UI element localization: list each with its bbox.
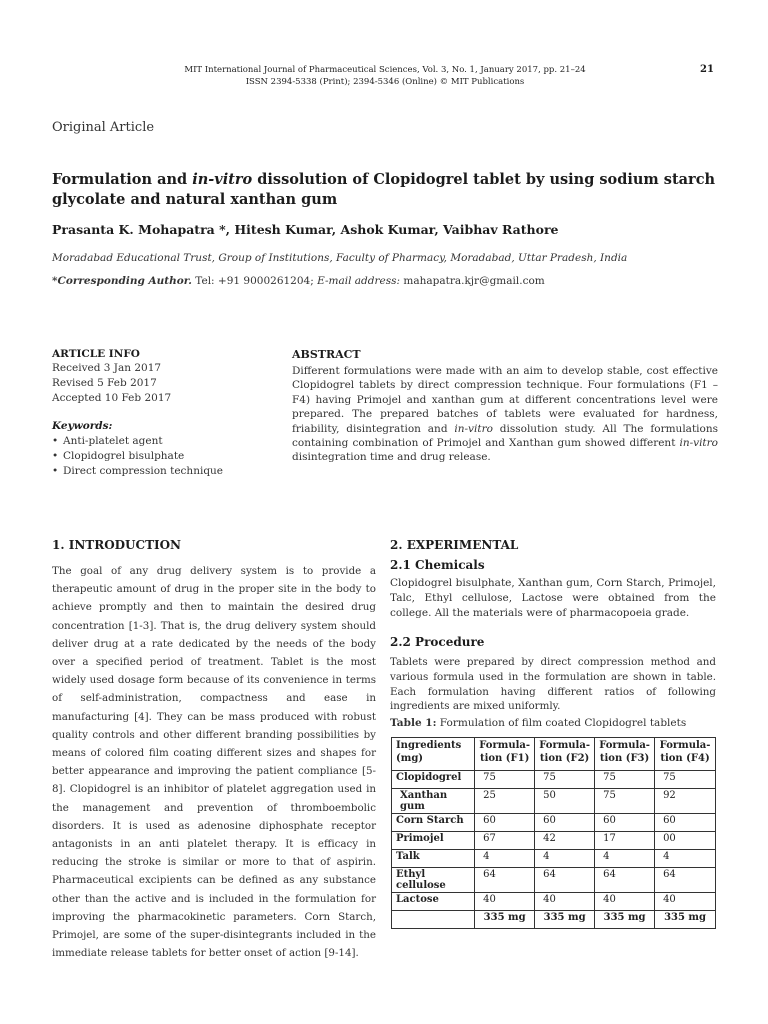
header-f3: Formula-tion (F3) (595, 738, 655, 771)
value-cell: 64 (535, 868, 595, 893)
value-cell: 25 (475, 789, 535, 814)
revised-date: Revised 5 Feb 2017 (52, 377, 157, 389)
table-row (392, 832, 716, 850)
journal-citation (150, 64, 620, 88)
ingredient-cell: Clopidogrel (392, 771, 475, 789)
keyword-item: • Clopidogrel bisulphate (52, 450, 184, 462)
abstract-italic-2: in-vitro (679, 437, 718, 450)
value-cell: 40 (475, 893, 535, 911)
total-cell: 335 mg (535, 911, 595, 929)
value-cell: 40 (655, 893, 716, 911)
value-cell: 60 (535, 814, 595, 832)
table-header-row (392, 738, 716, 771)
procedure-heading: 2.2 Procedure (390, 635, 485, 649)
title-italic: in-vitro (192, 171, 253, 188)
value-cell: 17 (595, 832, 655, 850)
abstract-part-2: dissolution study. All The formulations containing combination of Primojel and Xanthan gum showed different (292, 422, 718, 450)
value-cell: 64 (595, 868, 655, 893)
journal-line-2: ISSN 2394-5338 (Print); 2394-5346 (Online) © MIT Publications (245, 77, 525, 87)
value-cell: 42 (535, 832, 595, 850)
ingredient-cell: Talk (392, 850, 475, 868)
value-cell: 40 (535, 893, 595, 911)
value-cell: 60 (655, 814, 716, 832)
value-cell: 50 (535, 789, 595, 814)
value-cell: 64 (475, 868, 535, 893)
value-cell: 67 (475, 832, 535, 850)
value-cell: 75 (655, 771, 716, 789)
received-date: Received 3 Jan 2017 (52, 362, 162, 374)
value-cell: 75 (595, 771, 655, 789)
journal-line-1: MIT International Journal of Pharmaceutical Sciences, Vol. 3, No. 1, January 2017, pp. 21–24 (184, 65, 586, 75)
abstract-part-1: Different formulations were made with an aim to develop stable, cost effective Clopidogrel tablets by direct compression technique. Four formulations (F1 – F4) having Primojel and xanthan gum at different concentrations level were prepared. The prepared batches of tablets were evaluated for hardness, friability, disintegration and (292, 365, 718, 435)
ingredient-cell: Ethyl cellulose (392, 868, 475, 893)
article-info-heading: ARTICLE INFO (52, 348, 140, 360)
value-cell: 4 (655, 850, 716, 868)
keyword-item: • Anti-platelet agent (52, 435, 163, 447)
value-cell: 92 (655, 789, 716, 814)
value-cell: 00 (655, 832, 716, 850)
value-cell: 75 (475, 771, 535, 789)
table-row (392, 850, 716, 868)
corresponding-label: *Corresponding Author. (52, 275, 192, 287)
value-cell: 64 (655, 868, 716, 893)
value-cell: 4 (475, 850, 535, 868)
total-label-cell (392, 911, 475, 929)
table-caption-text: Formulation of film coated Clopidogrel tablets (436, 717, 687, 729)
table-row (392, 789, 716, 814)
keyword-item: • Direct compression technique (52, 465, 223, 477)
table-row (392, 868, 716, 893)
value-cell: 4 (595, 850, 655, 868)
header-f4: Formula-tion (F4) (655, 738, 716, 771)
corresponding-tel: Tel: +91 9000261204; (191, 275, 318, 287)
paper-title (52, 170, 732, 210)
experimental-heading: 2. EXPERIMENTAL (390, 538, 519, 552)
title-part-3: dissolution of Clopidogrel tablet by using sodium starch glycolate and natural xanthan gum (52, 171, 716, 208)
page-number: 21 (700, 64, 714, 75)
author-list: Prasanta K. Mohapatra *, Hitesh Kumar, Ashok Kumar, Vaibhav Rathore (52, 222, 559, 237)
procedure-text: Tablets were prepared by direct compression method and various formula used in the formulation are shown in table. Each formulation having different ratios of following ingredients are mixed uniformly. (390, 656, 716, 713)
value-cell: 60 (475, 814, 535, 832)
introduction-heading: 1. INTRODUCTION (52, 538, 182, 552)
table-row (392, 893, 716, 911)
keywords-heading: Keywords: (52, 420, 113, 432)
abstract-part-3: disintegration time and drug release. (292, 451, 491, 464)
email-label: E-mail address: (317, 275, 401, 287)
total-cell: 335 mg (475, 911, 535, 929)
abstract-text (292, 364, 718, 465)
abstract-italic-1: in-vitro (454, 422, 493, 435)
abstract-heading: ABSTRACT (292, 348, 361, 361)
value-cell: 40 (595, 893, 655, 911)
value-cell: 4 (535, 850, 595, 868)
table-total-row (392, 911, 716, 929)
table-row (392, 814, 716, 832)
introduction-text: The goal of any drug delivery system is to provide a therapeutic amount of drug in the proper site in the body to achieve promptly and then to maintain the desired drug concentration [1-3]. That is, the drug delivery system should deliver drug at a rate dedicated by the needs of the body over a specified period of treatment. Tablet is the most widely used dosage form because of its convenience in terms of self-administration, compactness and ease in manufacturing [4]. They can be mass produced with robust quality controls and other different branding possibilities by means of colored film coating different sizes and shapes for better appearance and improving the patient compliance [5-8]. Clopidogrel is an inhibitor of platelet aggregation used in the management and prevention of thromboembolic disorders. It is used as adenosine diphosphate receptor antagonists in an anti platelet therapy. It is efficacy in reducing the stroke is similar or more to that of aspirin. Pharmaceutical excipients can be defined as any substance other than the active and is included in the formulation for improving the pharmacokinetic parameters. Corn Starch, Primojel, are some of the super-disintegrants included in the immediate release tablets for better onset of action [9-14]. (52, 565, 376, 960)
title-part-1: Formulation and (52, 171, 193, 188)
ingredient-cell: Lactose (392, 893, 475, 911)
chemicals-heading: 2.1 Chemicals (390, 558, 485, 572)
ingredient-cell: Corn Starch (392, 814, 475, 832)
value-cell: 75 (595, 789, 655, 814)
table-caption-label: Table 1: (390, 717, 437, 729)
formulation-table (391, 737, 716, 929)
corresponding-author (52, 275, 545, 287)
header-f2: Formula-tion (F2) (535, 738, 595, 771)
table-row (392, 771, 716, 789)
article-type: Original Article (52, 120, 155, 135)
header-ingredients: Ingredients (mg) (392, 738, 475, 771)
value-cell: 75 (535, 771, 595, 789)
chemicals-text: Clopidogrel bisulphate, Xanthan gum, Corn Starch, Primojel, Talc, Ethyl cellulose, Lactose were obtained from the college. All the materials were of pharmacopoeia grade. (390, 577, 716, 619)
ingredient-cell: Xanthan gum (392, 789, 475, 814)
total-cell: 335 mg (655, 911, 716, 929)
ingredient-cell: Primojel (392, 832, 475, 850)
email-address: mahapatra.kjr@gmail.com (400, 275, 545, 287)
table-caption (390, 717, 686, 729)
value-cell: 60 (595, 814, 655, 832)
header-f1: Formula-tion (F1) (475, 738, 535, 771)
accepted-date: Accepted 10 Feb 2017 (52, 392, 172, 404)
affiliation: Moradabad Educational Trust, Group of Institutions, Faculty of Pharmacy, Moradabad, Uttar Pradesh, India (52, 252, 628, 264)
total-cell: 335 mg (595, 911, 655, 929)
